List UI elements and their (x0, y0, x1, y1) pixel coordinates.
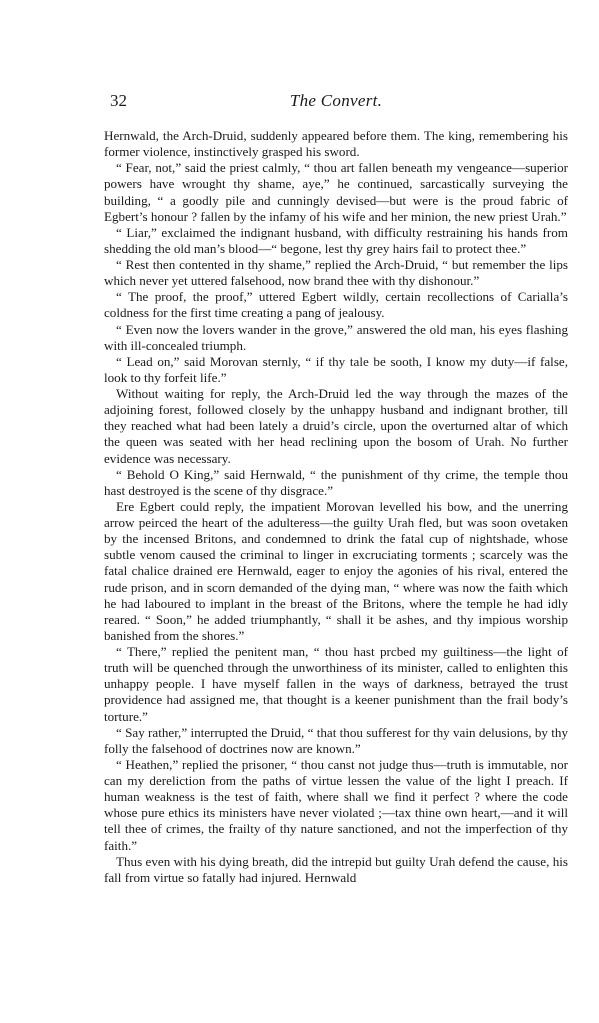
page-number: 32 (110, 91, 127, 110)
paragraph: “ Rest then contented in thy shame,” replied the Arch-Druid, “ but remember the lips which never yet uttered falsehood, now brand thee with thy dishonour.” (104, 257, 568, 289)
page-header (104, 90, 568, 112)
paragraph: “ There,” replied the penitent man, “ thou hast prcbed my guiltiness—the light of truth will be quenched through the unworthiness of its minister, called to enlighten this unhappy people. I have myself fallen in the ways of darkness, betrayed the trust providence had assigned me, that thought is a keener punishment than the frail body’s torture.” (104, 644, 568, 724)
paragraph: “ The proof, the proof,” uttered Egbert wildly, certain recollections of Carialla’s coldness for the first time creating a pang of jealousy. (104, 289, 568, 321)
paragraph: Ere Egbert could reply, the impatient Morovan levelled his bow, and the unerring arrow peirced the heart of the adulteress—the guilty Urah fled, but was soon ovetaken by the incensed Britons, and condemned to drink the fatal cup of nightshade, whose subtle venom caused the criminal to linger in excruciating torments ; scarcely was the fatal chalice drained ere Hernwald, eager to enjoy the agonies of his rival, entered the rude prison, and in scorn demanded of the dying man, “ where was now the faith which he had laboured to implant in the breast of the Britons, where the temple he had idly reared. “ Soon,” he added triumphantly, “ shall it be ashes, and thy impious worship banished from the shores.” (104, 498, 568, 643)
paragraph: Thus even with his dying breath, did the intrepid but guilty Urah defend the cause, his fall from virtue so fatally had injured. Hernwald (104, 853, 568, 885)
body-text (104, 128, 568, 886)
paragraph: Without waiting for reply, the Arch-Druid led the way through the mazes of the adjoining forest, followed closely by the unhappy husband and indignant brother, till they reached what had been lately a druid’s circle, upon the overturned altar of which the queen was seated with her head reclining upon the bosom of Urah. No further evidence was necessary. (104, 386, 568, 466)
paragraph: “ Fear, not,” said the priest calmly, “ thou art fallen beneath my vengeance—superior powers have wrought thy shame, aye,” he continued, sarcastically surveying the building, “ a goodly pile and cunningly devised—but were is the proud fabric of Egbert’s honour ? fallen by the infamy of his wife and her minion, the new priest Urah.” (104, 160, 568, 224)
paragraph: Hernwald, the Arch-Druid, suddenly appeared before them. The king, remembering his former violence, instinctively grasped his sword. (104, 128, 568, 160)
paragraph: “ Heathen,” replied the prisoner, “ thou canst not judge thus—truth is immutable, nor can my dereliction from the paths of virtue lessen the value of the light I preach. If human weakness is the test of faith, where shall we find it perfect ? where the code whose pure ethics its ministers have never violated ;—tax thine own heart,—and it will tell thee of crimes, the frailty of thy nature sanctioned, and not the imperfection of thy faith.” (104, 756, 568, 853)
paragraph: “ Even now the lovers wander in the grove,” answered the old man, his eyes flashing with ill-concealed triumph. (104, 321, 568, 353)
paragraph: “ Liar,” exclaimed the indignant husband, with difficulty restraining his hands from shedding the old man’s blood—“ begone, lest thy grey hairs fail to protect thee.” (104, 224, 568, 256)
paragraph: “ Lead on,” said Morovan sternly, “ if thy tale be sooth, I know my duty—if false, look to thy forfeit life.” (104, 353, 568, 385)
running-title: The Convert. (289, 91, 383, 110)
paragraph: “ Behold O King,” said Hernwald, “ the punishment of thy crime, the temple thou hast destroyed is the scene of thy disgrace.” (104, 466, 568, 498)
paragraph: “ Say rather,” interrupted the Druid, “ that thou sufferest for thy vain delusions, by thy folly the falsehood of doctrines now are known.” (104, 724, 568, 756)
